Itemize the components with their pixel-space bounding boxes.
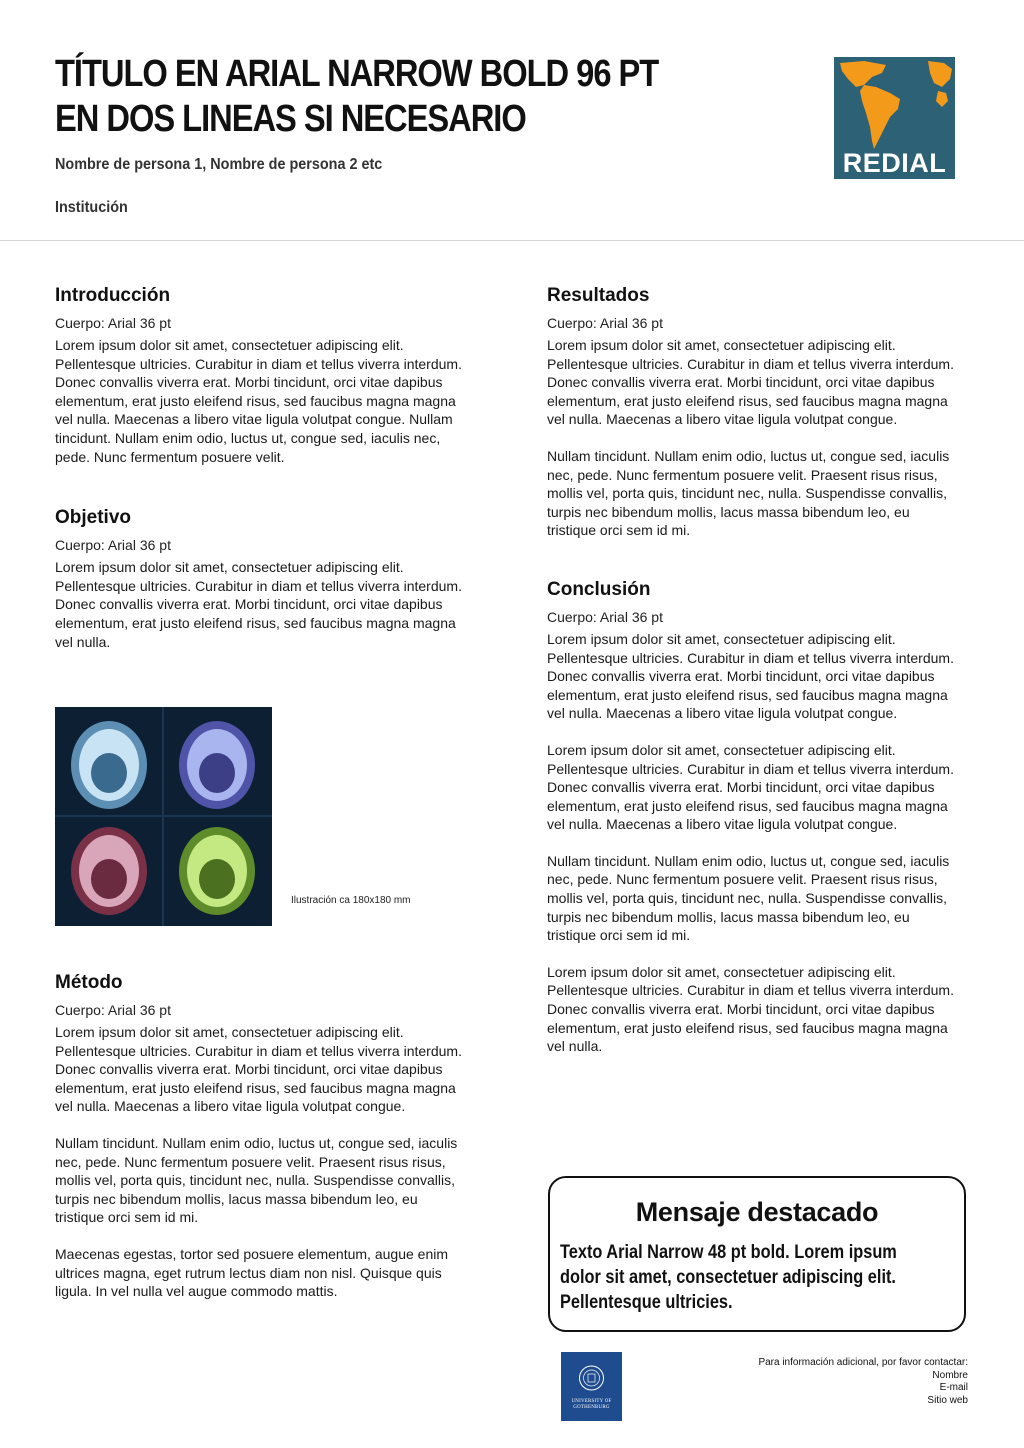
redial-logo <box>834 57 955 179</box>
section-subtitle: Cuerpo: Arial 36 pt <box>55 1002 171 1018</box>
section-paragraph: Lorem ipsum dolor sit amet, consectetuer adipiscing elit. Pellentesque ultricies. Curabitur in diam et tellus viverra interdum. Donec convallis viverra erat. Morbi tincidunt, orci vitae dapibus elementum, erat justo eleifend risus, sed faucibus magna magna vel nulla. Maecenas a libero vitae ligula volutpat congue. <box>547 630 954 722</box>
contact-line-name: Nombre <box>932 1369 968 1381</box>
university-name: UNIVERSITY OF GOTHENBURG <box>571 1399 612 1410</box>
title-line-2: EN DOS LINEAS SI NECESARIO <box>55 98 526 140</box>
section-heading: Resultados <box>547 285 650 306</box>
contact-line-intro: Para información adicional, por favor contactar: <box>758 1357 968 1368</box>
section-paragraph: Nullam tincidunt. Nullam enim odio, luctus ut, congue sed, iaculis nec, pede. Nunc fermentum posuere velit. Praesent risus risus, mollis vel, porta quis, tincidunt nec, nulla. Suspendisse convallis, turpis nec bibendum mollis, lacus massa bibendum leo, eu tristique orci sem id mi. <box>547 852 950 944</box>
highlight-text: Texto Arial Narrow 48 pt bold. Lorem ipsum dolor sit amet, consectetuer adipiscing elit. Pellentesque ultricies. <box>560 1242 897 1313</box>
section-subtitle: Cuerpo: Arial 36 pt <box>547 315 663 331</box>
section-heading: Introducción <box>55 285 171 306</box>
highlight-title: Mensaje destacado <box>635 1197 879 1227</box>
right-column <box>547 284 957 1056</box>
logo-text: REDIAL <box>842 148 947 178</box>
poster-header <box>0 0 1024 241</box>
section-paragraph: Nullam tincidunt. Nullam enim odio, luctus ut, congue sed, iaculis nec, pede. Nunc fermentum posuere velit. Praesent risus risus, mollis vel, porta quis, tincidunt nec, nulla. Suspendisse convallis, turpis nec bibendum mollis, lacus massa bibendum leo, eu tristique orci sem id mi. <box>547 447 950 539</box>
section-paragraph: Lorem ipsum dolor sit amet, consectetuer adipiscing elit. Pellentesque ultricies. Curabitur in diam et tellus viverra interdum. Donec convallis viverra erat. Morbi tincidunt, orci vitae dapibus elementum, erat justo eleifend risus, sed faucibus magna magna vel nulla. <box>55 559 462 650</box>
section-subtitle: Cuerpo: Arial 36 pt <box>55 315 171 331</box>
contact-line-email: E-mail <box>939 1382 968 1393</box>
logo-land-east <box>928 61 952 87</box>
section-heading: Método <box>55 972 123 993</box>
left-column <box>55 284 465 651</box>
section-paragraph: Lorem ipsum dolor sit amet, consectetuer adipiscing elit. Pellentesque ultricies. Curabitur in diam et tellus viverra interdum. Donec convallis viverra erat. Morbi tincidunt, orci vitae dapibus elementum, erat justo eleifend risus, sed faucibus magna magna vel nulla. Maecenas a libero vitae ligula volutpat congue. <box>547 741 954 833</box>
section-resultados <box>547 284 957 540</box>
section-paragraph: Lorem ipsum dolor sit amet, consectetuer adipiscing elit. Pellentesque ultricies. Curabitur in diam et tellus viverra interdum. Donec convallis viverra erat. Morbi tincidunt, orci vitae dapibus elementum, erat justo eleifend risus, sed faucibus magna magna vel nulla. Maecenas a libero vitae ligula volutpat congue. <box>547 337 954 428</box>
logo-land-south <box>860 85 900 149</box>
poster-title <box>55 52 674 142</box>
section-heading: Objetivo <box>55 507 132 529</box>
section-introduccion <box>55 284 465 466</box>
institution: Institución <box>55 199 128 216</box>
brain-scan-figure <box>55 707 272 926</box>
contact-line-website: Sitio web <box>927 1394 968 1406</box>
section-conclusion <box>547 578 957 1056</box>
section-paragraph: Lorem ipsum dolor sit amet, consectetuer adipiscing elit. Pellentesque ultricies. Curabitur in diam et tellus viverra interdum. Donec convallis viverra erat. Morbi tincidunt, orci vitae dapibus elementum, erat justo eleifend risus, sed faucibus magna magna vel nulla. <box>547 963 954 1055</box>
brain-scan-image <box>55 707 272 926</box>
section-paragraph: Maecenas egestas, tortor sed posuere elementum, augue enim ultrices magna, eget rutrum lectus diam non nisl. Quisque quis ligula. In vel nulla vel augue commodo mattis. <box>55 1245 449 1300</box>
section-paragraph: Nullam tincidunt. Nullam enim odio, luctus ut, congue sed, iaculis nec, pede. Nunc fermentum posuere velit. Praesent risus risus, mollis vel, porta quis, tincidunt nec, nulla. Suspendisse convallis, turpis nec bibendum mollis, lacus massa bibendum leo, eu tristique orci sem id mi. <box>55 1134 458 1226</box>
section-heading: Conclusión <box>547 578 651 600</box>
section-metodo <box>55 971 465 1301</box>
authors: Nombre de persona 1, Nombre de persona 2 etc <box>55 156 383 173</box>
section-subtitle: Cuerpo: Arial 36 pt <box>547 608 663 625</box>
highlight-box <box>548 1176 966 1332</box>
contact-info <box>758 1357 968 1407</box>
section-objetivo <box>55 506 465 651</box>
figure-caption: Ilustración ca 180x180 mm <box>291 895 411 906</box>
university-logo <box>561 1352 622 1421</box>
section-paragraph: Lorem ipsum dolor sit amet, consectetuer adipiscing elit. Pellentesque ultricies. Curabitur in diam et tellus viverra interdum. Donec convallis viverra erat. Morbi tincidunt, orci vitae dapibus elementum, erat justo eleifend risus, sed faucibus magna magna vel nulla. Maecenas a libero vitae ligula volutpat congue. <box>55 1024 462 1115</box>
section-subtitle: Cuerpo: Arial 36 pt <box>55 537 171 554</box>
logo-land-north <box>840 61 886 87</box>
section-paragraph: Lorem ipsum dolor sit amet, consectetuer adipiscing elit. Pellentesque ultricies. Curabitur in diam et tellus viverra interdum. Donec convallis viverra erat. Morbi tincidunt, orci vitae dapibus elementum, erat justo eleifend risus, sed faucibus magna magna vel nulla. Maecenas a libero vitae ligula volutpat congue. Nullam tincidunt. Nullam enim odio, luctus ut, congue sed, iaculis nec, pede. Nunc fermentum posuere velit. <box>55 337 462 465</box>
logo-land-east-small <box>936 91 948 107</box>
title-line-1: TÍTULO EN ARIAL NARROW BOLD 96 PT <box>55 53 659 95</box>
